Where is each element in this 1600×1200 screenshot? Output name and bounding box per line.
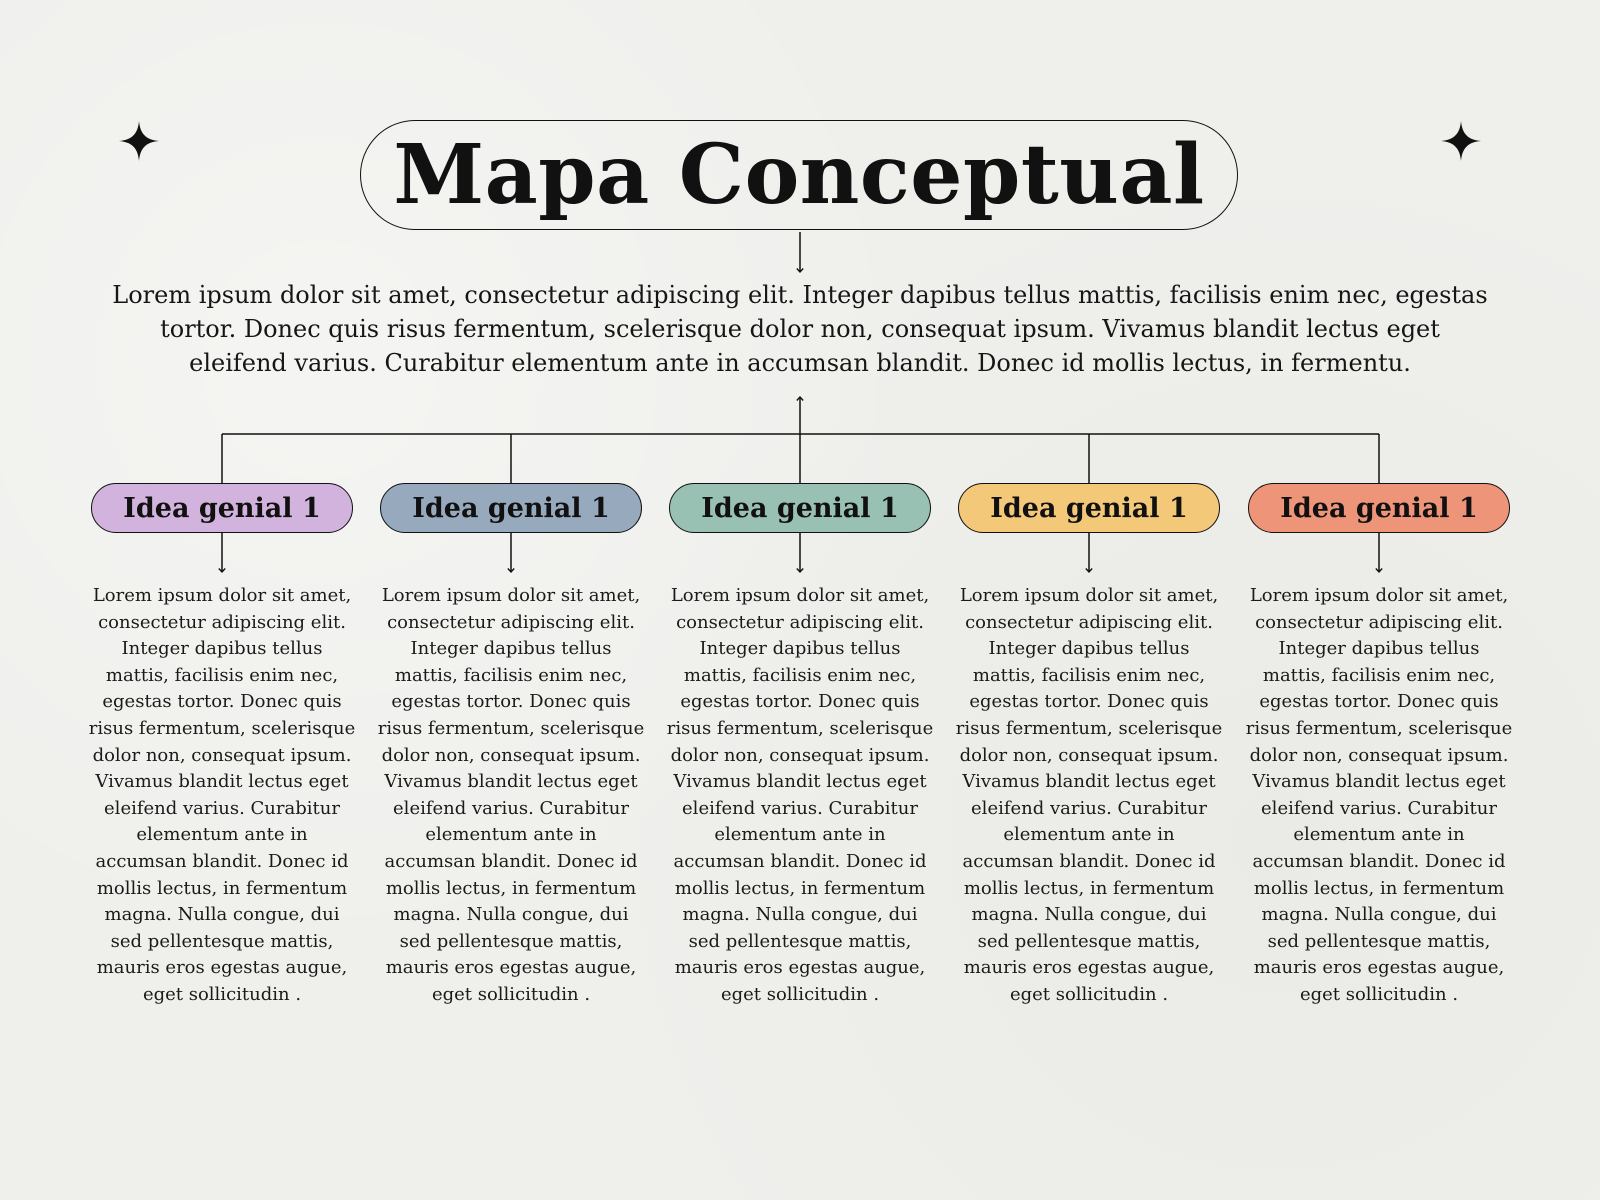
idea-description: Lorem ipsum dolor sit amet, consectetur adipiscing elit. Integer dapibus tellus mattis, facilisis enim nec, egestas tortor. Donec quis risus fermentum, scelerisque dolor non, consequat ipsum. Vivamus blandit lectus eget eleifend varius. Curabitur elementum ante in accumsan blandit. Donec id mollis lectus, in fermentum magna. Nulla congue, dui sed pellentesque mattis, mauris eros egestas augue, eget sollicitudin . — [88, 585, 356, 1005]
idea-description: Lorem ipsum dolor sit amet, consectetur adipiscing elit. Integer dapibus tellus mattis, facilisis enim nec, egestas tortor. Donec quis risus fermentum, scelerisque dolor non, consequat ipsum. Vivamus blandit lectus eget eleifend varius. Curabitur elementum ante in accumsan blandit. Donec id mollis lectus, in fermentum magna. Nulla congue, dui sed pellentesque mattis, mauris eros egestas augue, eget sollicitudin . — [1245, 585, 1513, 1005]
idea-node-3 — [669, 483, 931, 533]
intro-paragraph: Lorem ipsum dolor sit amet, consectetur adipiscing elit. Integer dapibus tellus mattis, facilisis enim nec, egestas tortor. Donec quis risus fermentum, scelerisque dolor non, consequat ipsum. Vivamus blandit lectus eget eleifend varius. Curabitur elementum ante in accumsan blandit. Donec id mollis lectus, in fermentu. — [112, 281, 1488, 377]
page-title: Mapa Conceptual — [393, 127, 1205, 223]
idea-description: Lorem ipsum dolor sit amet, consectetur adipiscing elit. Integer dapibus tellus mattis, facilisis enim nec, egestas tortor. Donec quis risus fermentum, scelerisque dolor non, consequat ipsum. Vivamus blandit lectus eget eleifend varius. Curabitur elementum ante in accumsan blandit. Donec id mollis lectus, in fermentum magna. Nulla congue, dui sed pellentesque mattis, mauris eros egestas augue, eget sollicitudin . — [955, 585, 1223, 1005]
title-pill — [360, 120, 1238, 230]
idea-node-2 — [380, 483, 642, 533]
idea-description: Lorem ipsum dolor sit amet, consectetur adipiscing elit. Integer dapibus tellus mattis, facilisis enim nec, egestas tortor. Donec quis risus fermentum, scelerisque dolor non, consequat ipsum. Vivamus blandit lectus eget eleifend varius. Curabitur elementum ante in accumsan blandit. Donec id mollis lectus, in fermentum magna. Nulla congue, dui sed pellentesque mattis, mauris eros egestas augue, eget sollicitudin . — [377, 585, 645, 1005]
idea-node-1 — [91, 483, 353, 533]
idea-label: Idea genial 1 — [701, 492, 899, 524]
idea-label: Idea genial 1 — [990, 492, 1188, 524]
idea-node-4 — [958, 483, 1220, 533]
idea-label: Idea genial 1 — [1280, 492, 1478, 524]
idea-description: Lorem ipsum dolor sit amet, consectetur adipiscing elit. Integer dapibus tellus mattis, facilisis enim nec, egestas tortor. Donec quis risus fermentum, scelerisque dolor non, consequat ipsum. Vivamus blandit lectus eget eleifend varius. Curabitur elementum ante in accumsan blandit. Donec id mollis lectus, in fermentum magna. Nulla congue, dui sed pellentesque mattis, mauris eros egestas augue, eget sollicitudin . — [666, 585, 934, 1005]
idea-label: Idea genial 1 — [123, 492, 321, 524]
idea-label: Idea genial 1 — [412, 492, 610, 524]
idea-node-5 — [1248, 483, 1510, 533]
four-point-star-icon — [119, 121, 159, 161]
four-point-star-icon — [1441, 121, 1481, 161]
